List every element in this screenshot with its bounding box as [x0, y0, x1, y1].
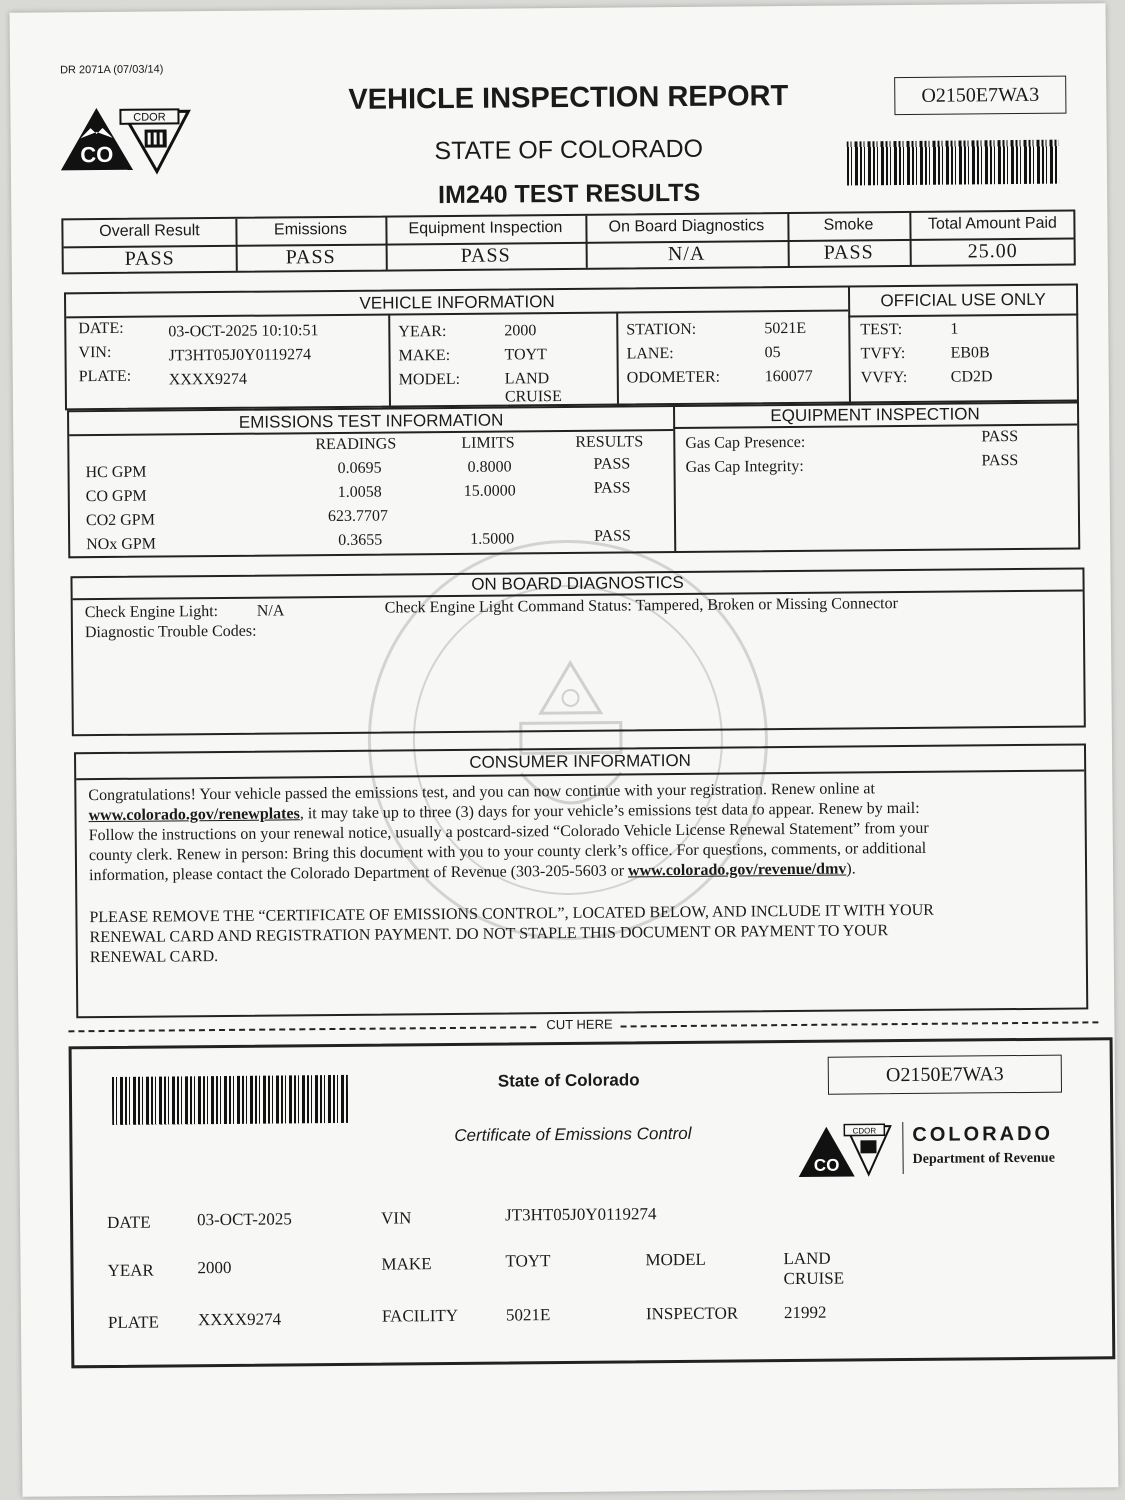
emission-limit: 1.5000	[470, 530, 515, 548]
emission-reading: 623.7707	[327, 507, 389, 526]
vin-label: VIN:	[78, 343, 112, 362]
cert-inspector-value: 21992	[783, 1302, 827, 1323]
cert-year-value: 2000	[197, 1257, 232, 1278]
consumer-paragraph	[88, 778, 1079, 887]
certificate-title: Certificate of Emissions Control	[454, 1123, 692, 1145]
emission-reading: 1.0058	[337, 483, 382, 501]
date-label: DATE:	[78, 319, 124, 338]
brand-dept: Department of Revenue	[912, 1150, 1055, 1167]
emission-name: HC GPM	[85, 463, 147, 482]
svg-text:CDOR: CDOR	[852, 1126, 877, 1136]
summary-header-equipment: Equipment Inspection	[408, 218, 563, 238]
cert-make-label: MAKE	[381, 1254, 432, 1274]
summary-header-emissions: Emissions	[273, 220, 347, 239]
cert-plate-label: PLATE	[107, 1312, 160, 1333]
emission-reading: 0.0695	[337, 459, 382, 477]
report-number-box	[894, 76, 1066, 115]
station-label: STATION:	[626, 320, 697, 339]
col-limits: LIMITS	[461, 434, 515, 452]
cert-vin-value: JT3HT05J0Y0119274	[504, 1204, 657, 1225]
certificate-cdor-logo	[796, 1116, 893, 1181]
summary-value-emissions: PASS	[285, 245, 336, 269]
notice-line: RENEWAL CARD AND REGISTRATION PAYMENT. DO NOT STAPLE THIS DOCUMENT OR PAYMENT TO YOUR	[89, 922, 889, 947]
consumer-info-section	[74, 743, 1088, 1018]
year-label: YEAR:	[398, 323, 447, 341]
make-value: TOYT	[504, 346, 547, 364]
summary-value-smoke: PASS	[823, 241, 874, 264]
emission-name: CO GPM	[85, 487, 147, 506]
report-title: VEHICLE INSPECTION REPORT	[348, 80, 789, 116]
tvfy-value: EB0B	[950, 344, 990, 362]
tvfy-label: TVFY:	[860, 345, 906, 363]
test-type-title: IM240 TEST RESULTS	[437, 178, 701, 210]
summary-header-overall: Overall Result	[99, 222, 200, 241]
brand-divider	[902, 1122, 903, 1174]
equipment-result: PASS	[981, 428, 1019, 446]
consumer-line: Follow the instructions on your renewal notice, usually a postcard-sized “Colorado Vehicle License Renewal Statement” from your	[88, 819, 929, 845]
emissions-title: EMISSIONS TEST INFORMATION	[238, 410, 504, 432]
cert-date-label: DATE	[107, 1212, 151, 1233]
revenue-dmv-link[interactable]: www.colorado.gov/revenue/dmv	[627, 860, 847, 880]
certificate-notice	[89, 900, 1079, 969]
test-value: 1	[950, 320, 959, 338]
consumer-info-title: CONSUMER INFORMATION	[469, 750, 691, 772]
notice-line: RENEWAL CARD.	[89, 948, 219, 967]
svg-text:CDOR: CDOR	[133, 111, 166, 124]
certificate-number: O2150E7WA3	[885, 1063, 1004, 1087]
lane-label: LANE:	[626, 345, 674, 363]
inspection-report-page	[10, 3, 1119, 1497]
dtc-label: Diagnostic Trouble Codes:	[84, 622, 257, 642]
cert-model-value-line2: CRUISE	[783, 1268, 845, 1289]
vvfy-value: CD2D	[950, 368, 993, 386]
cert-facility-value: 5021E	[505, 1305, 551, 1325]
form-id: DR 2071A (07/03/14)	[59, 63, 164, 77]
cert-model-label: MODEL	[645, 1249, 706, 1270]
barcode	[847, 140, 1059, 186]
consumer-line: Congratulations! Your vehicle passed the emissions test, and you can now continue with your registration. Renew online at	[88, 780, 875, 805]
summary-value-equipment: PASS	[460, 244, 511, 267]
summary-header-smoke: Smoke	[823, 216, 874, 234]
vin-value: JT3HT05J0Y0119274	[168, 346, 312, 365]
summary-table	[61, 210, 1075, 275]
summary-header-paid: Total Amount Paid	[927, 214, 1057, 233]
cert-date-value: 03-OCT-2025	[197, 1209, 292, 1230]
emission-name: CO2 GPM	[85, 511, 155, 530]
model-value-line1: LAND	[504, 370, 550, 388]
obd-section	[70, 567, 1085, 736]
date-value: 03-OCT-2025 10:10:51	[168, 322, 319, 341]
vehicle-info-section	[64, 283, 1079, 410]
cert-inspector-label: INSPECTOR	[645, 1303, 739, 1324]
notice-line: PLEASE REMOVE THE “CERTIFICATE OF EMISSIONS CONTROL”, LOCATED BELOW, AND INCLUDE IT WITH YOUR	[89, 901, 934, 927]
certificate-state: State of Colorado	[497, 1070, 640, 1091]
cert-year-label: YEAR	[107, 1260, 154, 1281]
summary-value-paid: 25.00	[967, 240, 1018, 263]
renewplates-link[interactable]: www.colorado.gov/renewplates	[88, 805, 300, 825]
emission-reading: 0.3655	[338, 531, 383, 549]
col-results: RESULTS	[575, 433, 644, 451]
cel-value: N/A	[256, 602, 285, 620]
svg-text:CO: CO	[813, 1155, 840, 1175]
svg-text:CO: CO	[80, 141, 114, 168]
consumer-line-suffix: ).	[846, 860, 856, 878]
summary-header-obd: On Board Diagnostics	[608, 217, 765, 236]
emission-result: PASS	[593, 455, 631, 473]
equipment-item: Gas Cap Presence:	[685, 433, 806, 452]
vvfy-label: VVFY:	[860, 368, 908, 387]
col-readings: READINGS	[315, 435, 397, 454]
equipment-title: EQUIPMENT INSPECTION	[770, 404, 980, 426]
official-use-title: OFFICIAL USE ONLY	[880, 289, 1046, 311]
brand-name: COLORADO	[912, 1122, 1054, 1146]
certificate-number-box	[828, 1055, 1062, 1095]
lane-value: 05	[764, 344, 781, 362]
vehicle-info-title: VEHICLE INFORMATION	[359, 292, 555, 313]
odometer-label: ODOMETER:	[626, 368, 721, 387]
cel-command-status: Check Engine Light Command Status: Tampered, Broken or Missing Connector	[384, 595, 898, 617]
cert-vin-label: VIN	[380, 1208, 412, 1228]
emission-result: PASS	[594, 527, 631, 545]
emission-name: NOx GPM	[86, 535, 157, 554]
emission-result: PASS	[593, 479, 631, 497]
emission-limit: 0.8000	[467, 458, 512, 476]
equipment-result: PASS	[981, 452, 1019, 470]
plate-value: XXXX9274	[168, 370, 248, 389]
emissions-certificate	[69, 1037, 1116, 1368]
state-title: STATE OF COLORADO	[434, 134, 704, 166]
emissions-section	[67, 401, 1080, 558]
equipment-item: Gas Cap Integrity:	[685, 457, 804, 476]
summary-value-overall: PASS	[124, 247, 175, 270]
cel-label: Check Engine Light:	[84, 603, 219, 622]
make-label: MAKE:	[398, 346, 451, 365]
model-value-line2: CRUISE	[504, 388, 562, 406]
summary-value-obd: N/A	[667, 242, 706, 266]
year-value: 2000	[504, 322, 537, 340]
plate-label: PLATE:	[78, 367, 132, 386]
report-number: O2150E7WA3	[921, 83, 1040, 107]
station-value: 5021E	[764, 319, 807, 338]
cert-plate-value: XXXX9274	[197, 1309, 282, 1330]
obd-title: ON BOARD DIAGNOSTICS	[471, 572, 684, 594]
consumer-line: county clerk. Renew in person: Bring this document with you to your county clerk’s office. For questions, comments, or additional	[88, 839, 927, 865]
certificate-barcode	[112, 1075, 348, 1125]
cert-make-value: TOYT	[505, 1251, 551, 1271]
consumer-line-text: information, please contact the Colorado Department of Revenue (303-205-5603 or	[89, 862, 625, 885]
model-label: MODEL:	[398, 370, 461, 389]
test-label: TEST:	[860, 321, 903, 339]
odometer-value: 160077	[764, 367, 813, 386]
consumer-line-text: , it may take up to three (3) days for your vehicle’s emissions test data to appear. Renew by mail:	[299, 799, 920, 823]
cert-model-value-line1: LAND	[783, 1248, 831, 1269]
cut-here-label: CUT HERE	[538, 1017, 620, 1033]
cert-facility-label: FACILITY	[381, 1305, 459, 1326]
emission-limit: 15.0000	[463, 482, 516, 500]
